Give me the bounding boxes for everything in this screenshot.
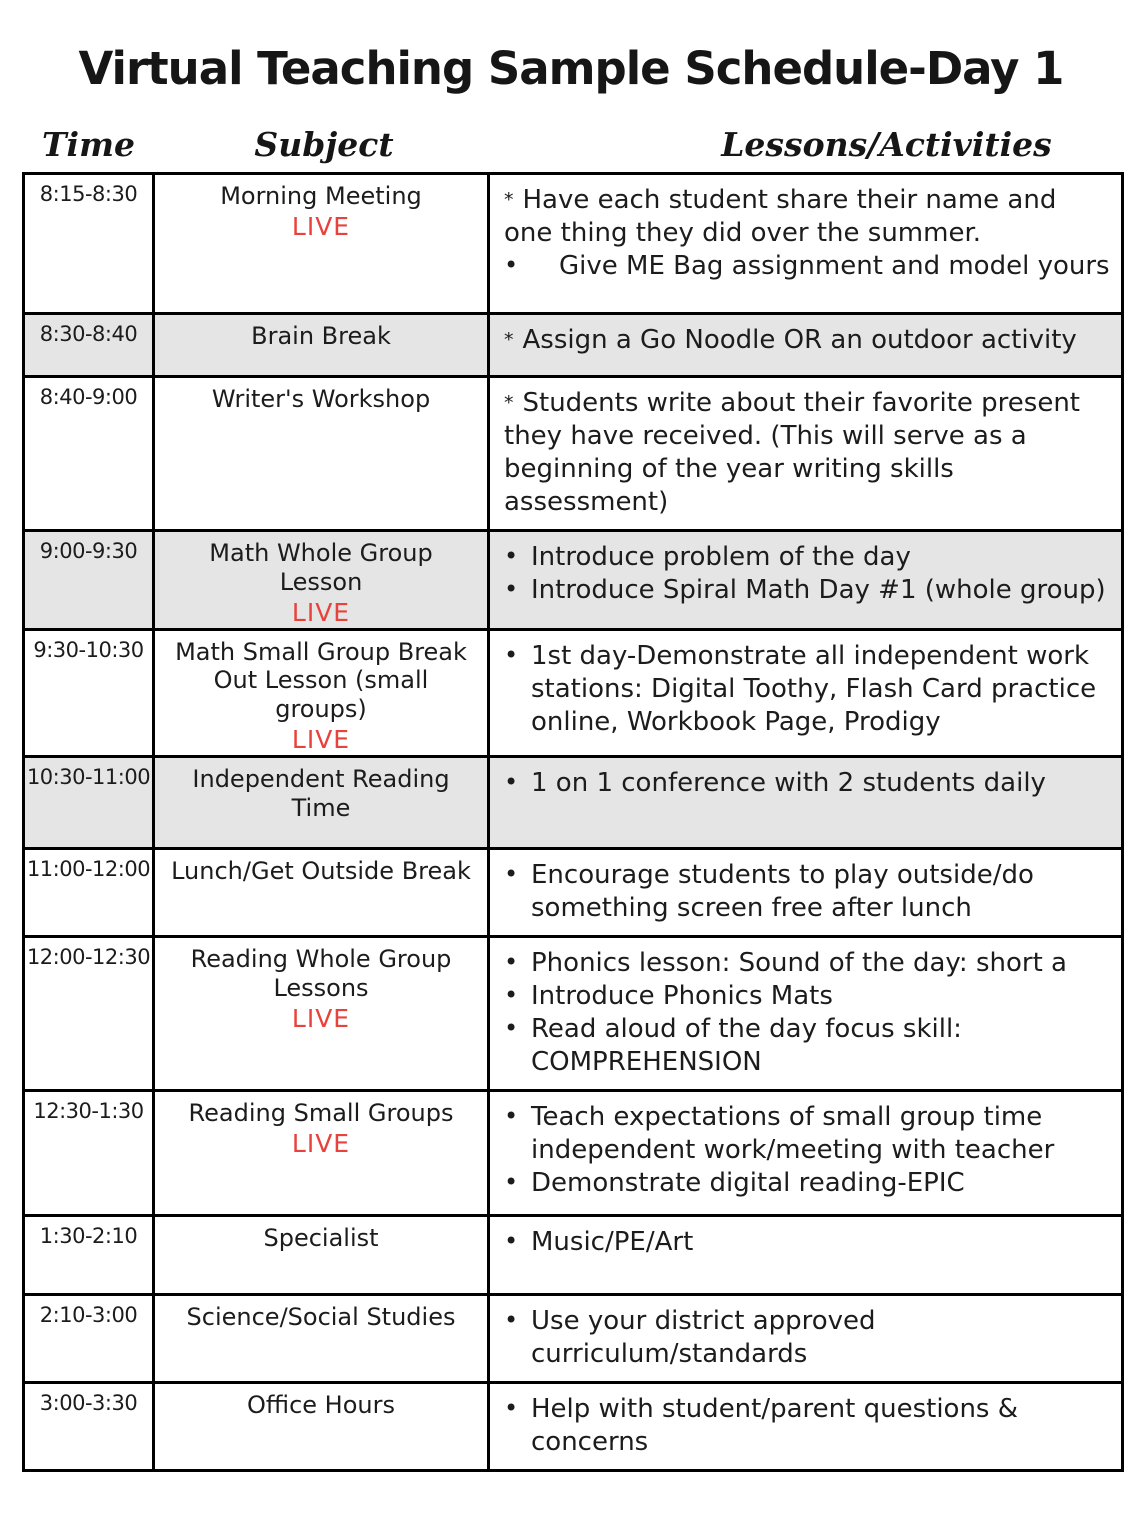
time-cell — [25, 758, 155, 847]
schedule-row — [25, 532, 1121, 631]
activities-cell — [490, 1296, 1121, 1381]
time-text: 12:00-12:30 — [26, 945, 151, 970]
subject-cell — [155, 175, 490, 312]
time-cell — [25, 631, 155, 755]
schedule-row — [25, 1217, 1121, 1296]
table-header-row — [22, 125, 1124, 164]
time-text: 8:40-9:00 — [39, 385, 138, 409]
time-cell — [25, 938, 155, 1089]
subject-text: Writer's Workshop — [211, 385, 431, 413]
activity-text: 1 on 1 conference with 2 students daily — [531, 768, 1046, 799]
activity-item — [504, 859, 1111, 925]
dot-bullet-icon: • — [504, 948, 519, 977]
dot-bullet-icon: • — [504, 1014, 519, 1043]
live-label: LIVE — [291, 597, 351, 627]
dot-bullet-icon: • — [504, 542, 519, 571]
subject-cell — [155, 1217, 490, 1293]
dot-bullet-icon: • — [504, 1102, 519, 1131]
time-text: 3:00-3:30 — [39, 1391, 138, 1416]
live-label: LIVE — [291, 725, 351, 755]
time-cell — [25, 1296, 155, 1381]
star-bullet-icon: * — [504, 392, 514, 414]
schedule-row — [25, 758, 1121, 850]
activity-item — [504, 250, 1111, 283]
activities-cell — [490, 532, 1121, 628]
star-bullet-icon: * — [504, 329, 514, 351]
time-text: 11:00-12:00 — [26, 857, 151, 882]
subject-cell — [155, 315, 490, 375]
live-label: LIVE — [291, 1128, 351, 1158]
activity-item — [504, 1046, 1111, 1079]
activity-item — [504, 980, 1111, 1013]
activity-text: Encourage students to play outside/do something screen free after lunch — [531, 860, 1034, 924]
dot-bullet-icon: • — [504, 640, 519, 669]
activities-cell — [490, 631, 1121, 755]
subject-cell — [155, 850, 490, 935]
subject-text: Science/Social Studies — [186, 1303, 456, 1332]
activity-text: Have each student share their name and one thing they did over the summer. — [504, 185, 1057, 249]
dot-bullet-icon: • — [504, 768, 519, 797]
activities-cell — [490, 1384, 1121, 1469]
time-cell — [25, 532, 155, 628]
time-text: 9:30-10:30 — [33, 637, 144, 662]
subject-cell — [155, 1296, 490, 1381]
activity-item — [504, 640, 1111, 739]
subject-text: Morning Meeting — [220, 182, 422, 210]
activity-text: Phonics lesson: Sound of the day: short a — [531, 948, 1067, 979]
dot-bullet-icon: • — [504, 251, 519, 280]
activities-cell — [490, 938, 1121, 1089]
activity-item — [504, 1167, 1111, 1200]
activity-text: Demonstrate digital reading-EPIC — [531, 1168, 965, 1199]
live-label: LIVE — [291, 1003, 351, 1033]
dot-bullet-icon: • — [504, 1306, 519, 1335]
subject-text: Specialist — [263, 1224, 379, 1253]
schedule-row — [25, 1384, 1121, 1472]
column-header-subject: Subject — [254, 125, 394, 164]
activity-item — [504, 1226, 1111, 1259]
schedule-row — [25, 1296, 1121, 1384]
subject-cell — [155, 532, 490, 628]
activity-text: Teach expectations of small group time independent work/meeting with teacher — [531, 1102, 1055, 1166]
dot-bullet-icon: • — [504, 1168, 519, 1197]
schedule-row — [25, 938, 1121, 1092]
subject-text: Office Hours — [247, 1391, 395, 1420]
activities-cell — [490, 850, 1121, 935]
activities-cell — [490, 1092, 1121, 1214]
activity-text: Introduce Spiral Math Day #1 (whole group) — [531, 575, 1106, 606]
activity-text: Students write about their favorite present they have received. (This will serve as a beginning of the year writing skills assessment) — [504, 388, 1081, 518]
dot-bullet-icon: • — [504, 860, 519, 889]
subject-text: Independent Reading Time — [192, 765, 450, 822]
activity-item — [504, 1101, 1111, 1167]
activity-item — [504, 184, 1111, 250]
time-text: 2:10-3:00 — [39, 1303, 138, 1328]
document-page — [0, 42, 1142, 1528]
activity-text: Give ME Bag assignment and model yours — [559, 251, 1110, 282]
time-cell — [25, 850, 155, 935]
activity-item — [504, 574, 1111, 607]
schedule-row — [25, 378, 1121, 532]
time-text: 8:15-8:30 — [39, 182, 138, 206]
time-text: 12:30-1:30 — [33, 1099, 144, 1124]
subject-cell — [155, 938, 490, 1089]
activity-item — [504, 947, 1111, 980]
activity-text: Read aloud of the day focus skill: — [531, 1014, 962, 1045]
time-cell — [25, 1384, 155, 1469]
activity-text: Music/PE/Art — [531, 1227, 694, 1258]
activity-text: Assign a Go Noodle OR an outdoor activity — [522, 325, 1077, 355]
subject-cell — [155, 758, 490, 847]
column-header-lessons-activities: Lessons/Activities — [721, 125, 1052, 164]
dot-bullet-icon: • — [504, 981, 519, 1010]
activity-text: COMPREHENSION — [531, 1047, 762, 1078]
activities-cell — [490, 315, 1121, 375]
schedule-row — [25, 315, 1121, 378]
time-text: 9:00-9:30 — [39, 539, 138, 564]
activity-text: Introduce problem of the day — [531, 542, 911, 573]
schedule-table — [22, 172, 1124, 1472]
time-cell — [25, 175, 155, 312]
activity-item — [504, 324, 1111, 357]
time-cell — [25, 315, 155, 375]
time-cell — [25, 1092, 155, 1214]
activities-cell — [490, 1217, 1121, 1293]
activity-item — [504, 541, 1111, 574]
subject-cell — [155, 1092, 490, 1214]
activity-text: Help with student/parent questions & concerns — [531, 1394, 1019, 1458]
activity-text: Use your district approved curriculum/standards — [531, 1306, 876, 1370]
schedule-row — [25, 175, 1121, 315]
dot-bullet-icon: • — [504, 1227, 519, 1256]
time-cell — [25, 1217, 155, 1293]
page-title: Virtual Teaching Sample Schedule-Day 1 — [78, 42, 1064, 95]
subject-cell — [155, 1384, 490, 1469]
time-text: 8:30-8:40 — [39, 322, 138, 346]
schedule-row — [25, 850, 1121, 938]
activity-text: 1st day-Demonstrate all independent work stations: Digital Toothy, Flash Card practice online, Workbook Page, Prodigy — [531, 640, 1097, 737]
schedule-row — [25, 631, 1121, 758]
column-header-time: Time — [41, 125, 135, 164]
activities-cell — [490, 378, 1121, 529]
time-text: 1:30-2:10 — [39, 1224, 138, 1249]
activity-item — [504, 1393, 1111, 1459]
dot-bullet-icon: • — [504, 575, 519, 604]
time-cell — [25, 378, 155, 529]
subject-text: Reading Small Groups — [188, 1099, 454, 1128]
subject-text: Brain Break — [251, 322, 391, 350]
dot-bullet-icon: • — [504, 1394, 519, 1423]
activity-text: Introduce Phonics Mats — [531, 981, 833, 1012]
activity-item — [504, 1013, 1111, 1046]
activity-item — [504, 767, 1111, 800]
live-label: LIVE — [291, 211, 351, 241]
activity-item — [504, 387, 1111, 519]
subject-cell — [155, 631, 490, 755]
subject-text: Lunch/Get Outside Break — [171, 857, 471, 886]
time-text: 10:30-11:00 — [26, 765, 151, 790]
star-bullet-icon: * — [504, 189, 514, 211]
activities-cell — [490, 175, 1121, 312]
schedule-row — [25, 1092, 1121, 1217]
subject-cell — [155, 378, 490, 529]
activity-item — [504, 1305, 1111, 1371]
subject-text: Math Whole Group Lesson — [209, 539, 433, 596]
activities-cell — [490, 758, 1121, 847]
subject-text: Math Small Group Break Out Lesson (small groups) — [175, 637, 467, 724]
subject-text: Reading Whole Group Lessons — [190, 945, 452, 1002]
